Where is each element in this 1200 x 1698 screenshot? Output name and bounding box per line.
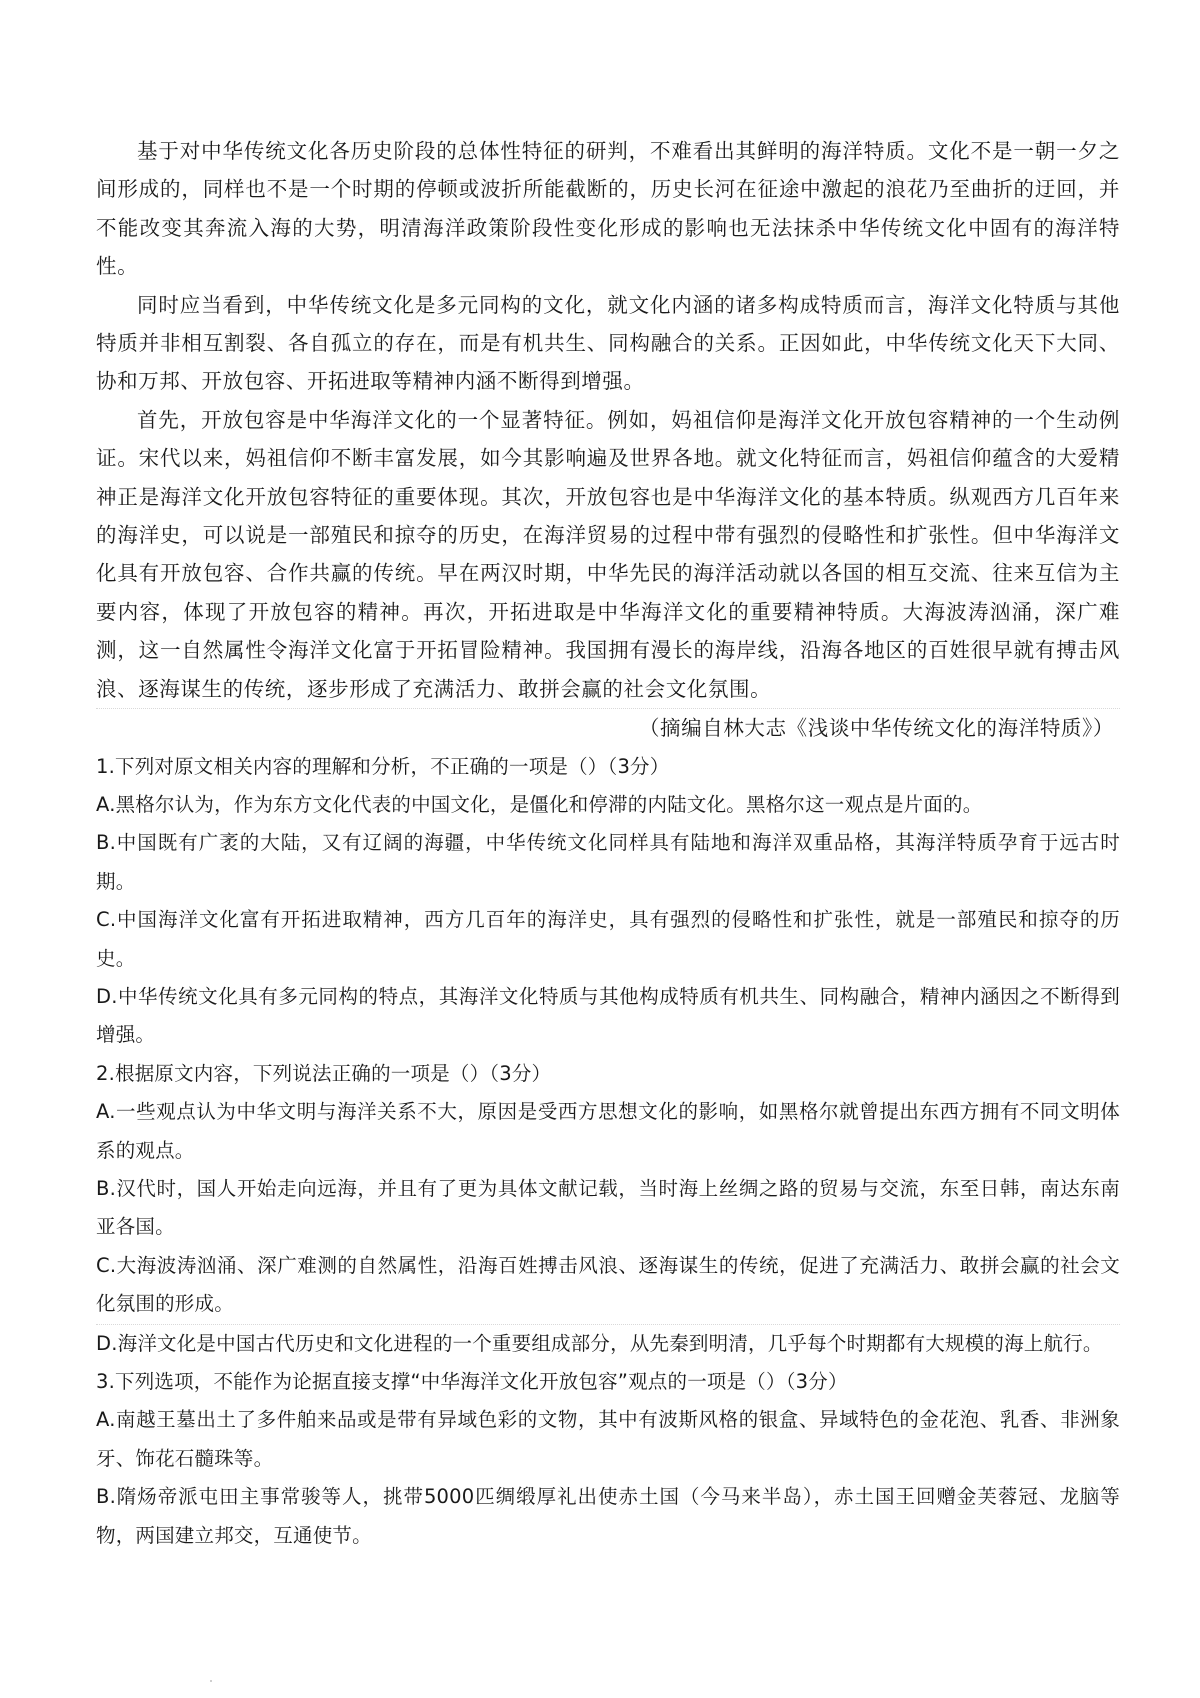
option-b: B.汉代时，国人开始走向远海，并且有了更为具体文献记载，当时海上丝绸之路的贸易与交流，东至日韩，南达东南亚各国。 xyxy=(96,1176,1120,1239)
option-c: C.中国海洋文化富有开拓进取精神，西方几百年的海洋史，具有强烈的侵略性和扩张性，就是一部殖民和掠夺的历史。 xyxy=(96,908,1120,970)
question-2 xyxy=(96,1055,1120,1363)
option-c: C.大海波涛汹涌、深广难测的自然属性，沿海百姓搏击风浪、逐海谋生的传统，促进了充满活力、敢拼会赢的社会文化氛围的形成。 xyxy=(96,1253,1120,1316)
document-page xyxy=(96,132,1120,1555)
question-stem: 3.下列选项，不能作为论据直接支撑“中华海洋文化开放包容”观点的一项是（）（3分） xyxy=(96,1370,848,1393)
question-stem: 2.根据原文内容，下列说法正确的一项是（）（3分） xyxy=(96,1061,552,1085)
passage-paragraph-3: 首先，开放包容是中华海洋文化的一个显著特征。例如，妈祖信仰是海洋文化开放包容精神的一个生动例证。宋代以来，妈祖信仰不断丰富发展，如今其影响遍及世界各地。就文化特征而言，妈祖信仰蕴含的大爱精神正是海洋文化开放包容特征的重要体现。其次，开放包容也是中华海洋文化的基本特质。纵观西方几百年来的海洋史，可以说是一部殖民和掠夺的历史，在海洋贸易的过程中带有强烈的侵略性和扩张性。但中华海洋文化具有开放包容、合作共赢的传统。早在两汉时期，中华先民的海洋活动就以各国的相互交流、往来互信为主要内容，体现了开放包容的精神。再次，开拓进取是中华海洋文化的重要精神特质。大海波涛汹涌，深广难测，这一自然属性令海洋文化富于开拓冒险精神。我国拥有漫长的海岸线，沿海各地区的百姓很早就有搏击风浪、逐海谋生的传统，逐步形成了充满活力、敢拼会赢的社会文化氛围。 xyxy=(96,407,1120,701)
option-a: A.一些观点认为中华文明与海洋关系不大，原因是受西方思想文化的影响，如黑格尔就曾提出东西方拥有不同文明体系的观点。 xyxy=(96,1100,1120,1162)
question-3 xyxy=(96,1363,1120,1555)
option-a: A.黑格尔认为，作为东方文化代表的中国文化，是僵化和停滞的内陆文化。黑格尔这一观点是片面的。 xyxy=(96,792,983,816)
option-b: B.中国既有广袤的大陆，又有辽阔的海疆，中华传统文化同样具有陆地和海洋双重品格，其海洋特质孕育于远古时期。 xyxy=(96,831,1120,893)
question-stem: 1.下列对原文相关内容的理解和分析，不正确的一项是（）（3分） xyxy=(96,754,670,778)
option-d: D.中华传统文化具有多元同构的特点，其海洋文化特质与其他构成特质有机共生、同构融合，精神内涵因之不断得到增强。 xyxy=(96,984,1120,1047)
question-1 xyxy=(96,748,1120,1055)
option-a: A.南越王墓出土了多件舶来品或是带有异域色彩的文物，其中有波斯风格的银盒、异域特色的金花泡、乳香、非洲象牙、饰花石髓珠等。 xyxy=(96,1408,1120,1470)
passage-source: （摘编自林大志《浅谈中华传统文化的海洋特质》） xyxy=(638,716,1114,741)
passage-paragraph-1: 基于对中华传统文化各历史阶段的总体性特征的研判，不难看出其鲜明的海洋特质。文化不是一朝一夕之间形成的，同样也不是一个时期的停顿或波折所能截断的，历史长河在征途中激起的浪花乃至曲折的迂回，并不能改变其奔流入海的大势，明清海洋政策阶段性变化形成的影响也无法抹杀中华传统文化中固有的海洋特性。 xyxy=(96,139,1120,279)
footer-mark xyxy=(210,1680,212,1682)
option-b: B.隋炀帝派屯田主事常骏等人，挑带5000匹绸缎厚礼出使赤土国（今马来半岛），赤土国王回赠金芙蓉冠、龙脑等物，两国建立邦交，互通使节。 xyxy=(96,1485,1120,1547)
passage-paragraph-2: 同时应当看到，中华传统文化是多元同构的文化，就文化内涵的诸多构成特质而言，海洋文化特质与其他特质并非相互割裂、各自孤立的存在，而是有机共生、同构融合的关系。正因如此，中华传统文化天下大同、协和万邦、开放包容、开拓进取等精神内涵不断得到增强。 xyxy=(96,292,1120,394)
option-d: D.海洋文化是中国古代历史和文化进程的一个重要组成部分，从先秦到明清，几乎每个时期都有大规模的海上航行。 xyxy=(96,1331,1103,1355)
